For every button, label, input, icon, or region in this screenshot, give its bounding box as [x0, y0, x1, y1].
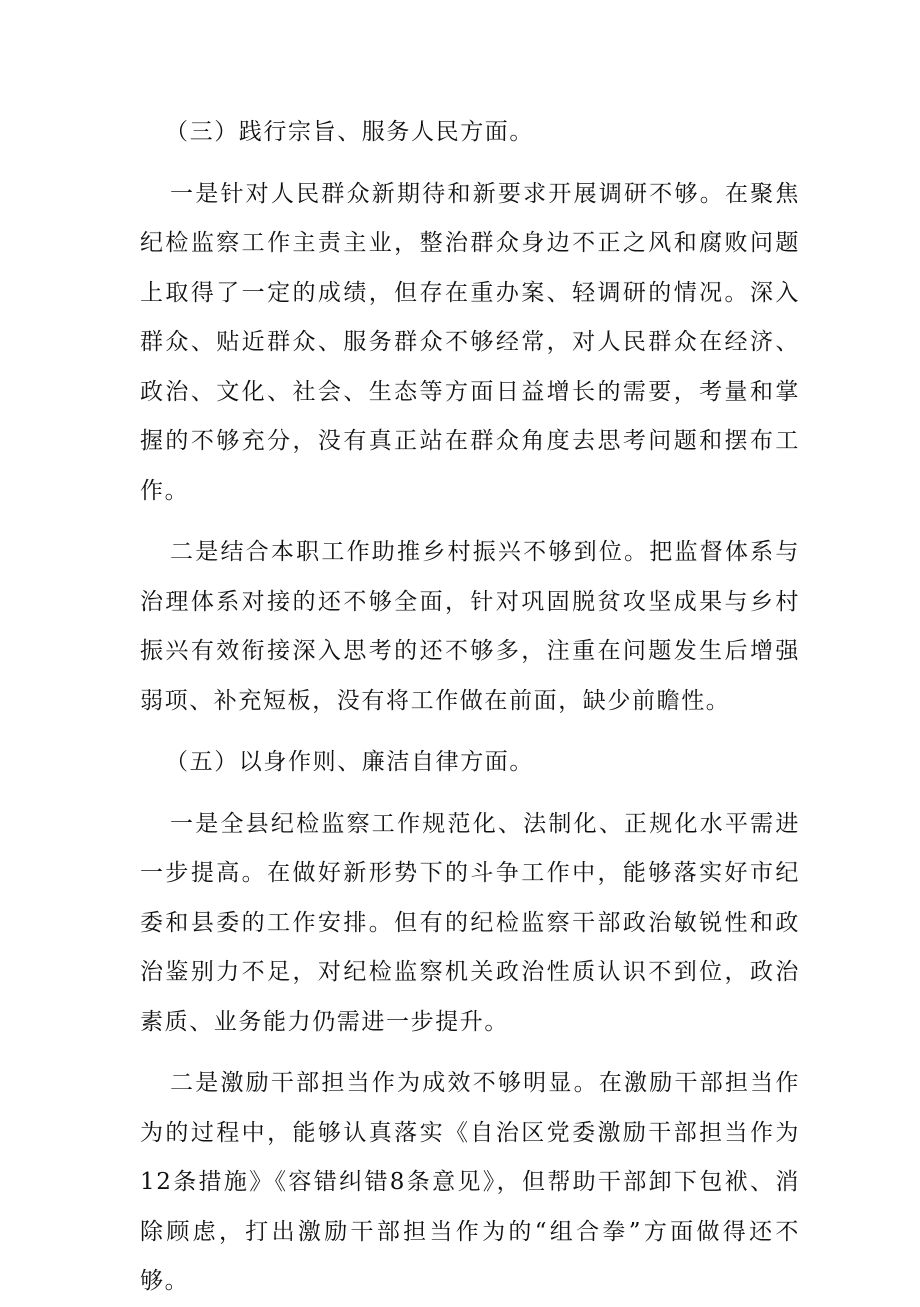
- paragraph-5-2: 二是激励干部担当作为成效不够明显。在激励干部担当作为的过程中，能够认真落实《自治区党委激励干部担当作为12条措施》《容错纠错8条意见》，但帮助干部卸下包袱、消除顾虑，打出激励干部担当作为的“组合拳”方面做得还不够。: [140, 1070, 800, 1294]
- document-body: [140, 108, 800, 1307]
- section-heading-3: （三）践行宗旨、服务人民方面。: [165, 119, 534, 145]
- paragraph-3-2: 二是结合本职工作助推乡村振兴不够到位。把监督体系与治理体系对接的还不够全面，针对巩固脱贫攻坚成果与乡村振兴有效衔接深入思考的还不够多，注重在问题发生后增强弱项、补充短板，没有将工作做在前面，缺少前瞻性。: [140, 539, 800, 714]
- paragraph-3-1: 一是针对人民群众新期待和新要求开展调研不够。在聚焦纪检监察工作主责主业，整治群众身边不正之风和腐败问题上取得了一定的成绩，但存在重办案、轻调研的情况。深入群众、贴近群众、服务群众不够经常，对人民群众在经济、政治、文化、社会、生态等方面日益增长的需要，考量和掌握的不够充分，没有真正站在群众角度去思考问题和摆布工作。: [140, 180, 800, 504]
- paragraph-5-1: 一是全县纪检监察工作规范化、法制化、正规化水平需进一步提高。在做好新形势下的斗争工作中，能够落实好市纪委和县委的工作安排。但有的纪检监察干部政治敏锐性和政治鉴别力不足，对纪检监察机关政治性质认识不到位，政治素质、业务能力仍需进一步提升。: [140, 810, 800, 1035]
- section-heading-5: （五）以身作则、廉洁自律方面。: [165, 749, 534, 775]
